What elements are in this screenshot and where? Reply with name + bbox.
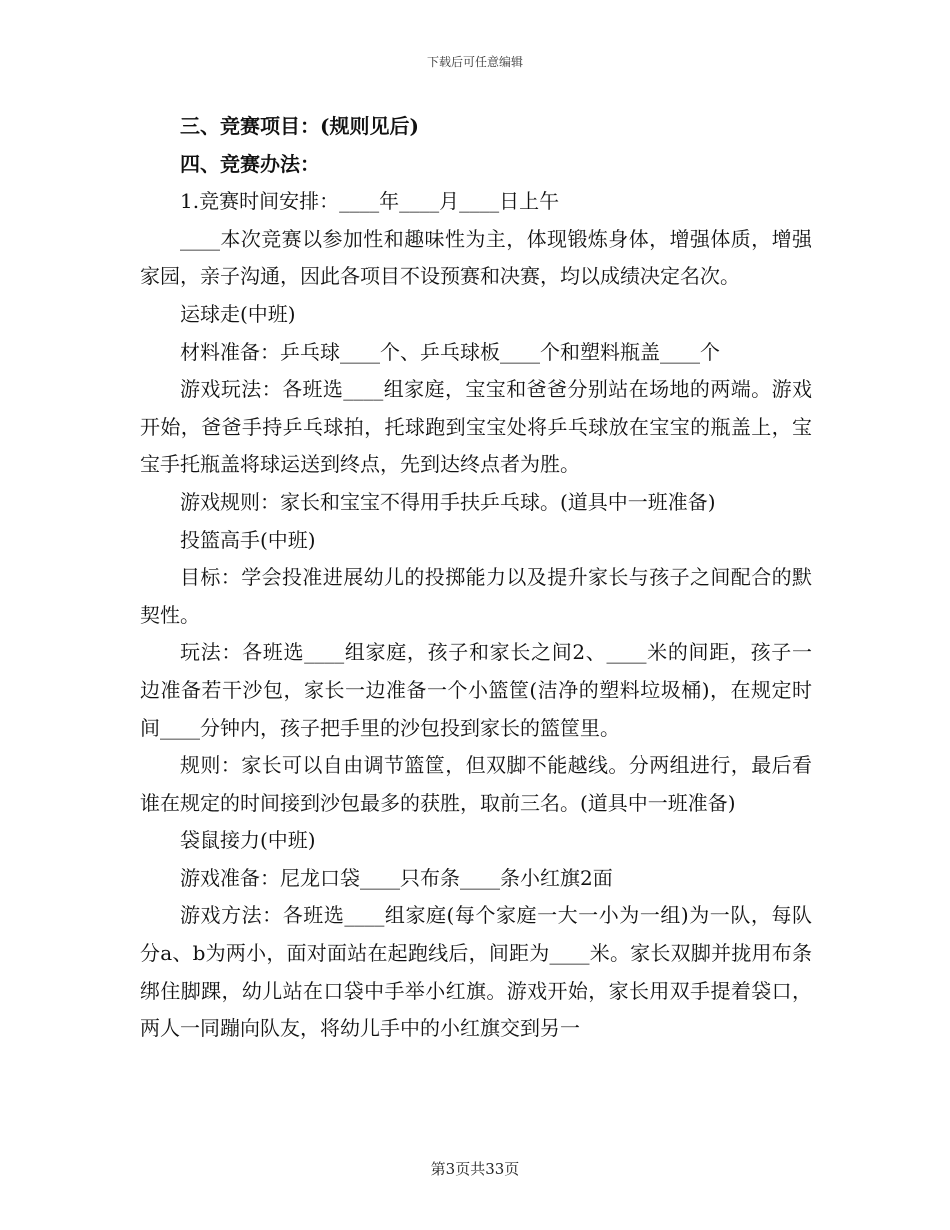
game-title-kangaroo-relay: 袋鼠接力(中班) <box>180 828 316 853</box>
game-title-shooting: 投篮高手(中班) <box>180 527 316 552</box>
dribble-gameplay: 游戏玩法：各班选____组家庭，宝宝和爸爸分别站在场地的两端。游戏开始，爸爸手持乒乓球拍，托球跑到宝宝处将乒乓球放在宝宝的瓶盖上，宝宝手托瓶盖将球运送到终点，先到达终点者为胜。 <box>140 377 812 477</box>
kangaroo-materials: 游戏准备：尼龙口袋____只布条____条小红旗2面 <box>180 865 613 890</box>
dribble-materials: 材料准备：乒乓球____个、乒乓球板____个和塑料瓶盖____个 <box>180 339 720 364</box>
shooting-rules: 规则：家长可以自由调节篮筐，但双脚不能越线。分两组进行，最后看谁在规定的时间接到沙包最多的获胜，取前三名。(道具中一班准备) <box>140 753 812 815</box>
page-number: 第3页共33页 <box>430 1160 520 1178</box>
section-heading-4: 四、竞赛办法： <box>180 151 320 176</box>
document-body <box>140 108 812 1048</box>
schedule-line: 1.竞赛时间安排：____年____月____日上午 <box>180 189 560 214</box>
page-header-note: 下载后可任意编辑 <box>426 55 523 69</box>
section-heading-3: 三、竞赛项目：(规则见后) <box>180 114 419 138</box>
kangaroo-method: 游戏方法：各班选____组家庭(每个家庭一大一小为一组)为一队，每队分a、b为两小，面对面站在起跑线后，间距为____米。家长双脚并拢用布条绑住脚踝，幼儿站在口袋中手举小红旗。游戏开始，家长用双手提着袋口，两人一同蹦向队友，将幼儿手中的小红旗交到另一 <box>140 903 812 1041</box>
intro-paragraph: ____本次竞赛以参加性和趣味性为主，体现锻炼身体，增强体质，增强家园，亲子沟通，因此各项目不设预赛和决赛，均以成绩决定名次。 <box>140 226 812 289</box>
shooting-gameplay: 玩法：各班选____组家庭，孩子和家长之间2、____米的间距，孩子一边准备若干沙包，家长一边准备一个小篮筐(洁净的塑料垃圾桶)，在规定时间____分钟内，孩子把手里的沙包投到家长的篮筐里。 <box>140 640 812 740</box>
game-title-dribble-walk: 运球走(中班) <box>180 301 296 326</box>
dribble-rules: 游戏规则：家长和宝宝不得用手扶乒乓球。(道具中一班准备) <box>180 489 716 514</box>
shooting-goal: 目标：学会投准进展幼儿的投掷能力以及提升家长与孩子之间配合的默契性。 <box>140 565 812 627</box>
